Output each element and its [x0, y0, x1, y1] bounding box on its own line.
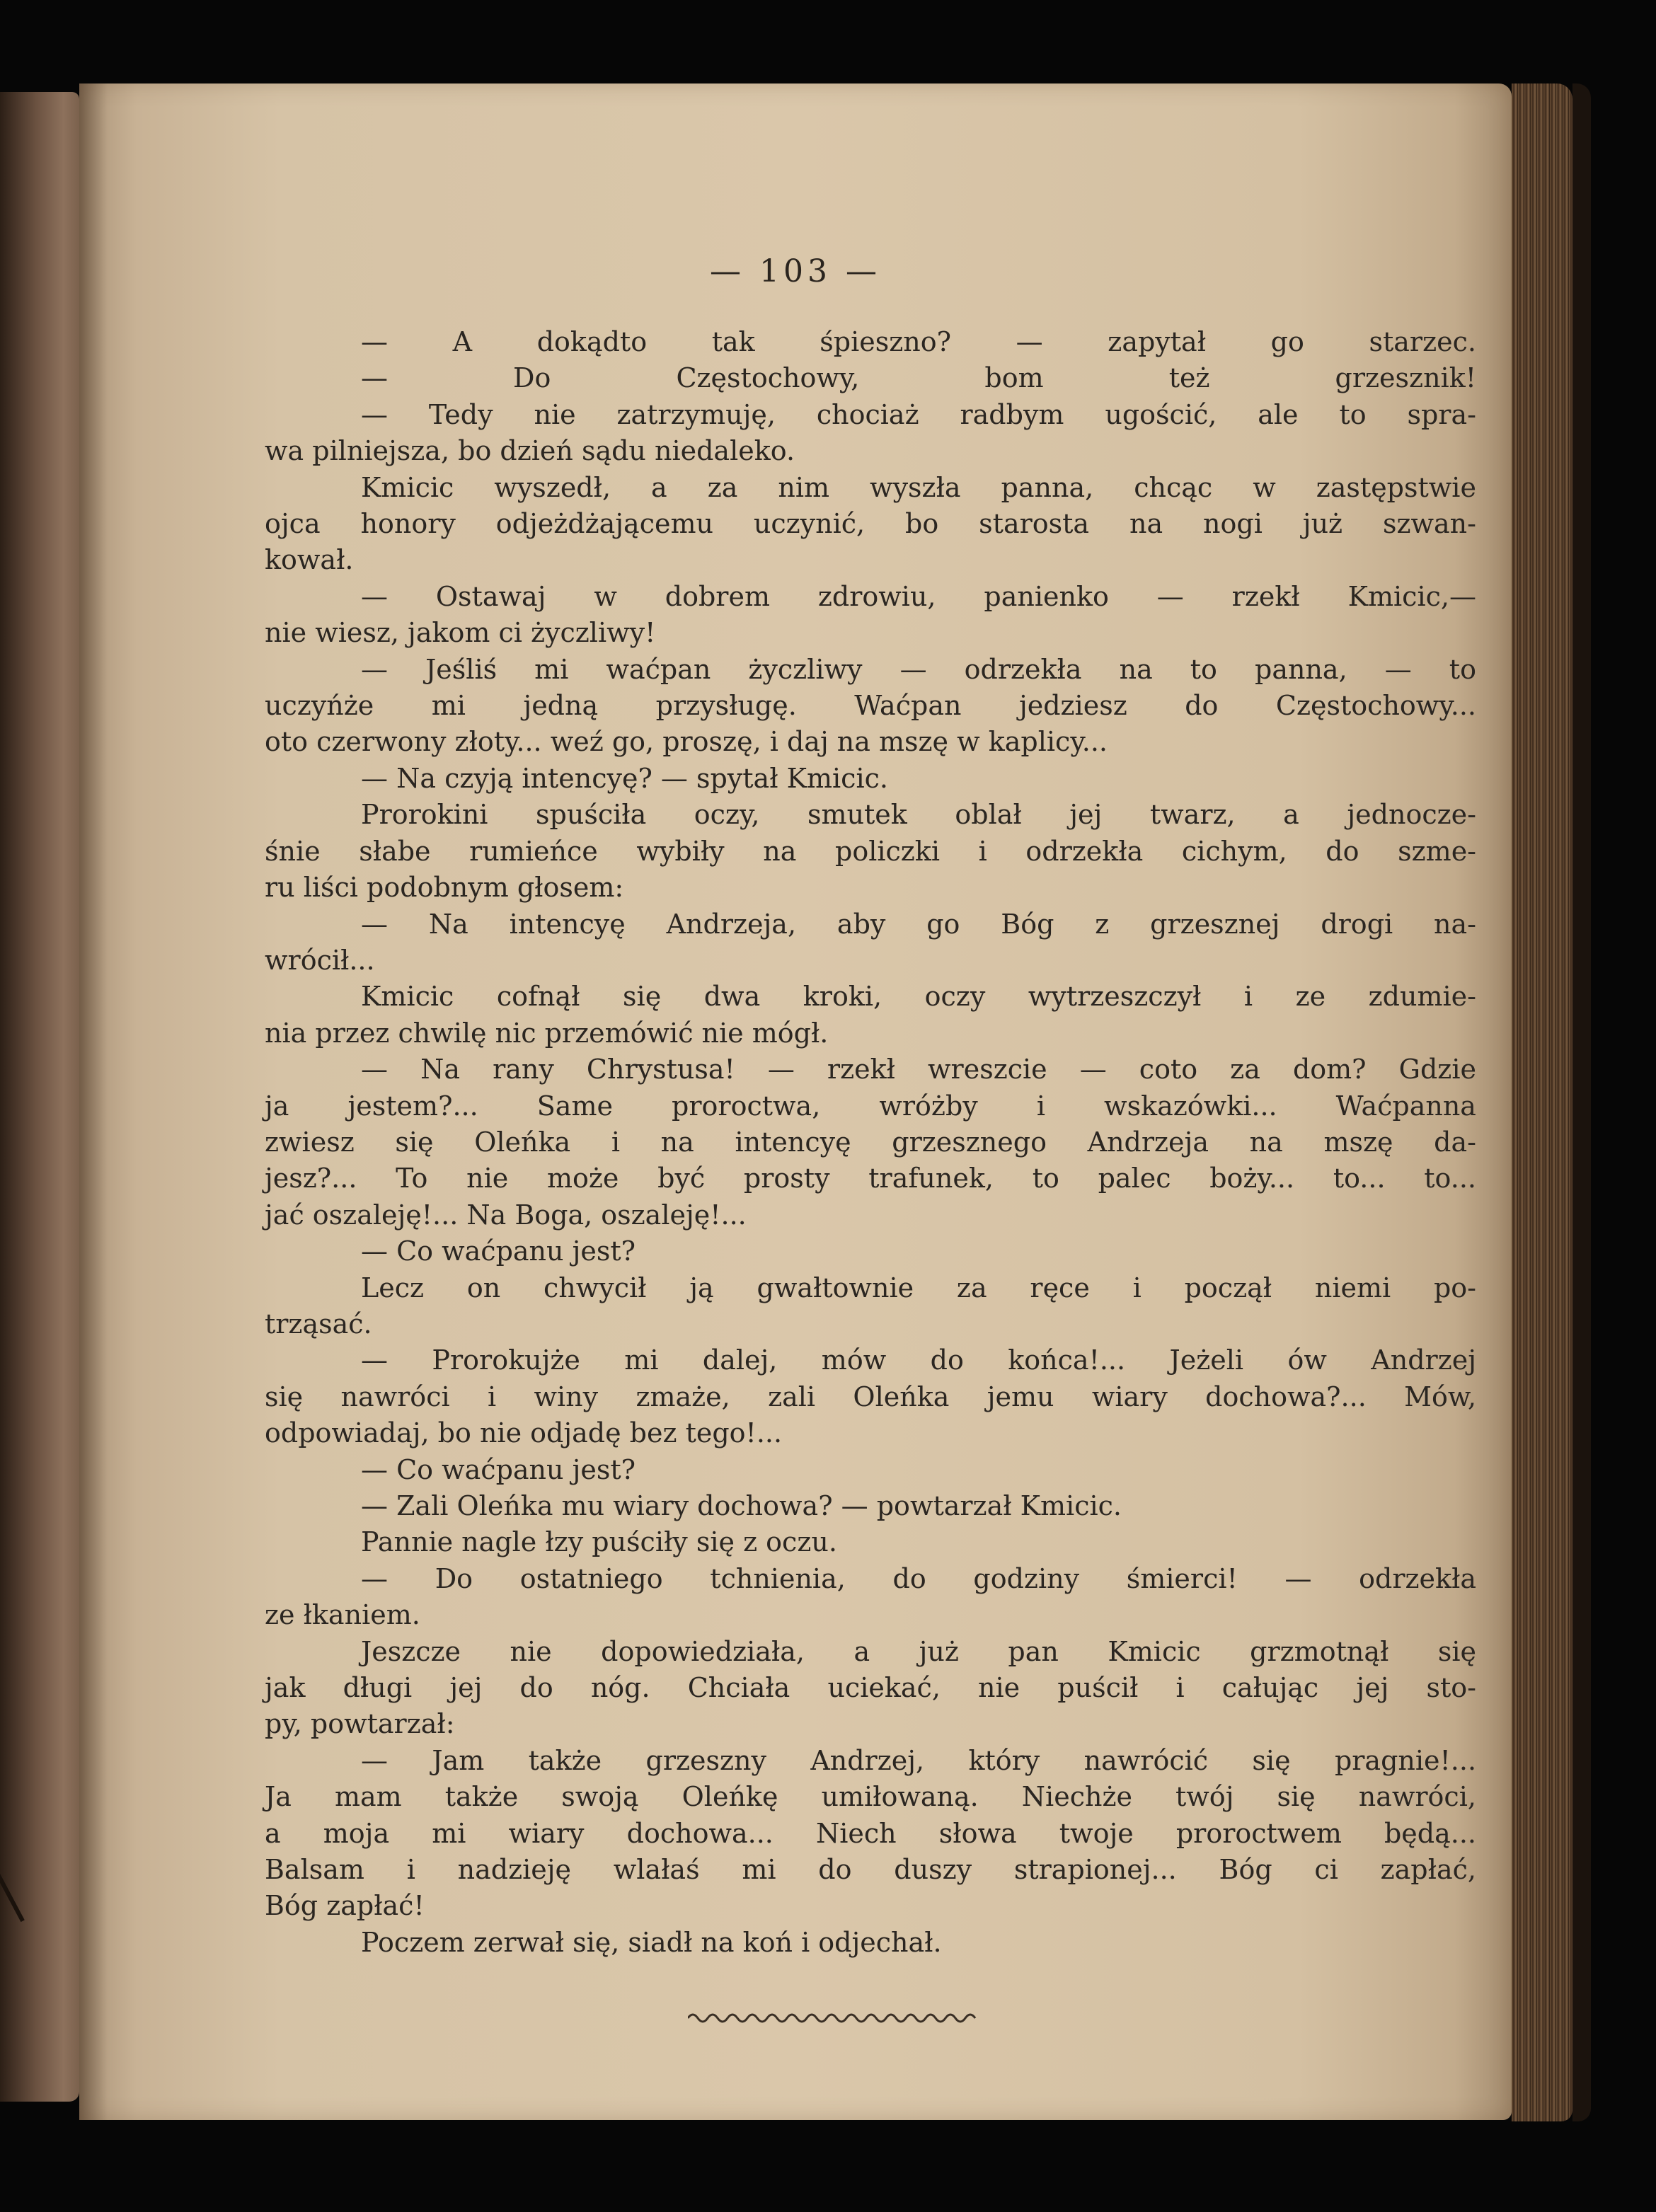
text-line: wa pilniejsza, bo dzień sądu niedaleko.	[265, 435, 795, 467]
text-line: jać oszaleję!... Na Boga, oszaleję!...	[265, 1199, 747, 1231]
text-line: — Na czyją intencyę? — spytał Kmicic.	[361, 762, 888, 794]
text-line: — Jam także grzeszny Andrzej, który nawrócić się pragnie!...	[361, 1744, 1477, 1776]
book-page	[79, 83, 1512, 2120]
book-page-stack	[1512, 83, 1572, 2121]
text-line: Ja mam także swoją Oleńkę umiłowaną. Niechże twój się nawróci,	[265, 1781, 1476, 1813]
text-line: Pannie nagle łzy puściły się z oczu.	[361, 1526, 837, 1558]
text-line: ja jestem?... Same proroctwa, wróżby i wskazówki... Waćpanna	[265, 1090, 1476, 1122]
text-line: ojca honory odjeżdżającemu uczynić, bo starosta na nogi już szwan-	[265, 508, 1476, 540]
text-line: — Do ostatniego tchnienia, do godziny śmierci! — odrzekła	[361, 1562, 1477, 1594]
text-line: — Prorokujże mi dalej, mów do końca!... Jeżeli ów Andrzej	[361, 1344, 1476, 1376]
gutter-shadow	[79, 83, 108, 2120]
text-line: się nawróci i winy zmaże, zali Oleńka jemu wiary dochowa?... Mów,	[265, 1381, 1477, 1412]
text-line: ru liści podobnym głosem:	[265, 872, 624, 904]
previous-page-edge	[0, 92, 79, 2102]
text-line: — Co waćpanu jest?	[361, 1453, 636, 1485]
text-line: jak długi jej do nóg. Chciała uciekać, nie puścił i całując jej sto-	[265, 1672, 1476, 1704]
text-line: Poczem zerwał się, siadł na koń i odjechał.	[361, 1926, 942, 1958]
text-line: Lecz on chwycił ją gwałtownie za ręce i począł niemi po-	[361, 1272, 1477, 1303]
text-line: — Co waćpanu jest?	[361, 1235, 636, 1267]
text-line: odpowiadaj, bo nie odjadę bez tego!...	[265, 1417, 783, 1449]
text-line: — Na intencyę Andrzeja, aby go Bóg z grzesznej drogi na-	[361, 908, 1477, 940]
wavy-ornament-divider	[688, 2008, 985, 2025]
text-line: Kmicic wyszedł, a za nim wyszła panna, chcąc w zastępstwie	[361, 471, 1476, 503]
text-line: oto czerwony złoty... weź go, proszę, i daj na mszę w kaplicy...	[265, 726, 1108, 758]
text-line: nia przez chwilę nic przemówić nie mógł.	[265, 1017, 829, 1049]
page-mark	[0, 1864, 25, 1922]
text-line: — Na rany Chrystusa! — rzekł wreszcie — coto za dom? Gdzie	[361, 1054, 1476, 1085]
text-line: Jeszcze nie dopowiedziała, a już pan Kmicic grzmotnął się	[361, 1635, 1476, 1667]
text-line: a moja mi wiary dochowa... Niech słowa twoje proroctwem będą...	[265, 1817, 1477, 1849]
text-line: ze łkaniem.	[265, 1599, 420, 1631]
text-line: Bóg zapłać!	[265, 1890, 425, 1922]
text-line: Prorokini spuściła oczy, smutek oblał jej twarz, a jednocze-	[361, 799, 1476, 831]
text-line: wrócił...	[265, 944, 375, 976]
text-line: zwiesz się Oleńka i na intencyę grzesznego Andrzeja na mszę da-	[265, 1126, 1477, 1158]
text-line: nie wiesz, jakom ci życzliwy!	[265, 617, 656, 649]
text-line: — Zali Oleńka mu wiary dochowa? — powtarzał Kmicic.	[361, 1490, 1122, 1521]
text-line: — Tedy nie zatrzymuję, chociaż radbym ugościć, ale to spra-	[361, 398, 1476, 430]
text-line: Balsam i nadzieję wlałaś mi do duszy strapionej... Bóg ci zapłać,	[265, 1854, 1476, 1886]
page-number-header: — 103 —	[710, 253, 881, 289]
text-line: — A dokądto tak śpieszno? — zapytał go starzec.	[361, 326, 1476, 357]
text-line: jesz?... To nie może być prosty trafunek, to palec boży... to... to...	[265, 1163, 1476, 1194]
text-line: trząsać.	[265, 1308, 372, 1340]
text-line: Kmicic cofnął się dwa kroki, oczy wytrzeszczył i ze zdumie-	[361, 981, 1476, 1013]
text-line: kował.	[265, 544, 354, 576]
text-line: śnie słabe rumieńce wybiły na policzki i odrzekła cichym, do szme-	[265, 835, 1477, 867]
text-line: uczyńże mi jedną przysługę. Waćpan jedziesz do Częstochowy...	[265, 690, 1476, 722]
text-line: — Ostawaj w dobrem zdrowiu, panienko — rzekł Kmicic,—	[361, 580, 1476, 612]
book-cover-edge	[1572, 83, 1591, 2121]
page-text	[265, 324, 1476, 1961]
text-line: py, powtarzał:	[265, 1708, 455, 1740]
text-line: — Do Częstochowy, bom też grzesznik!	[361, 362, 1476, 394]
text-line: — Jeśliś mi waćpan życzliwy — odrzekła na to panna, — to	[361, 653, 1476, 685]
